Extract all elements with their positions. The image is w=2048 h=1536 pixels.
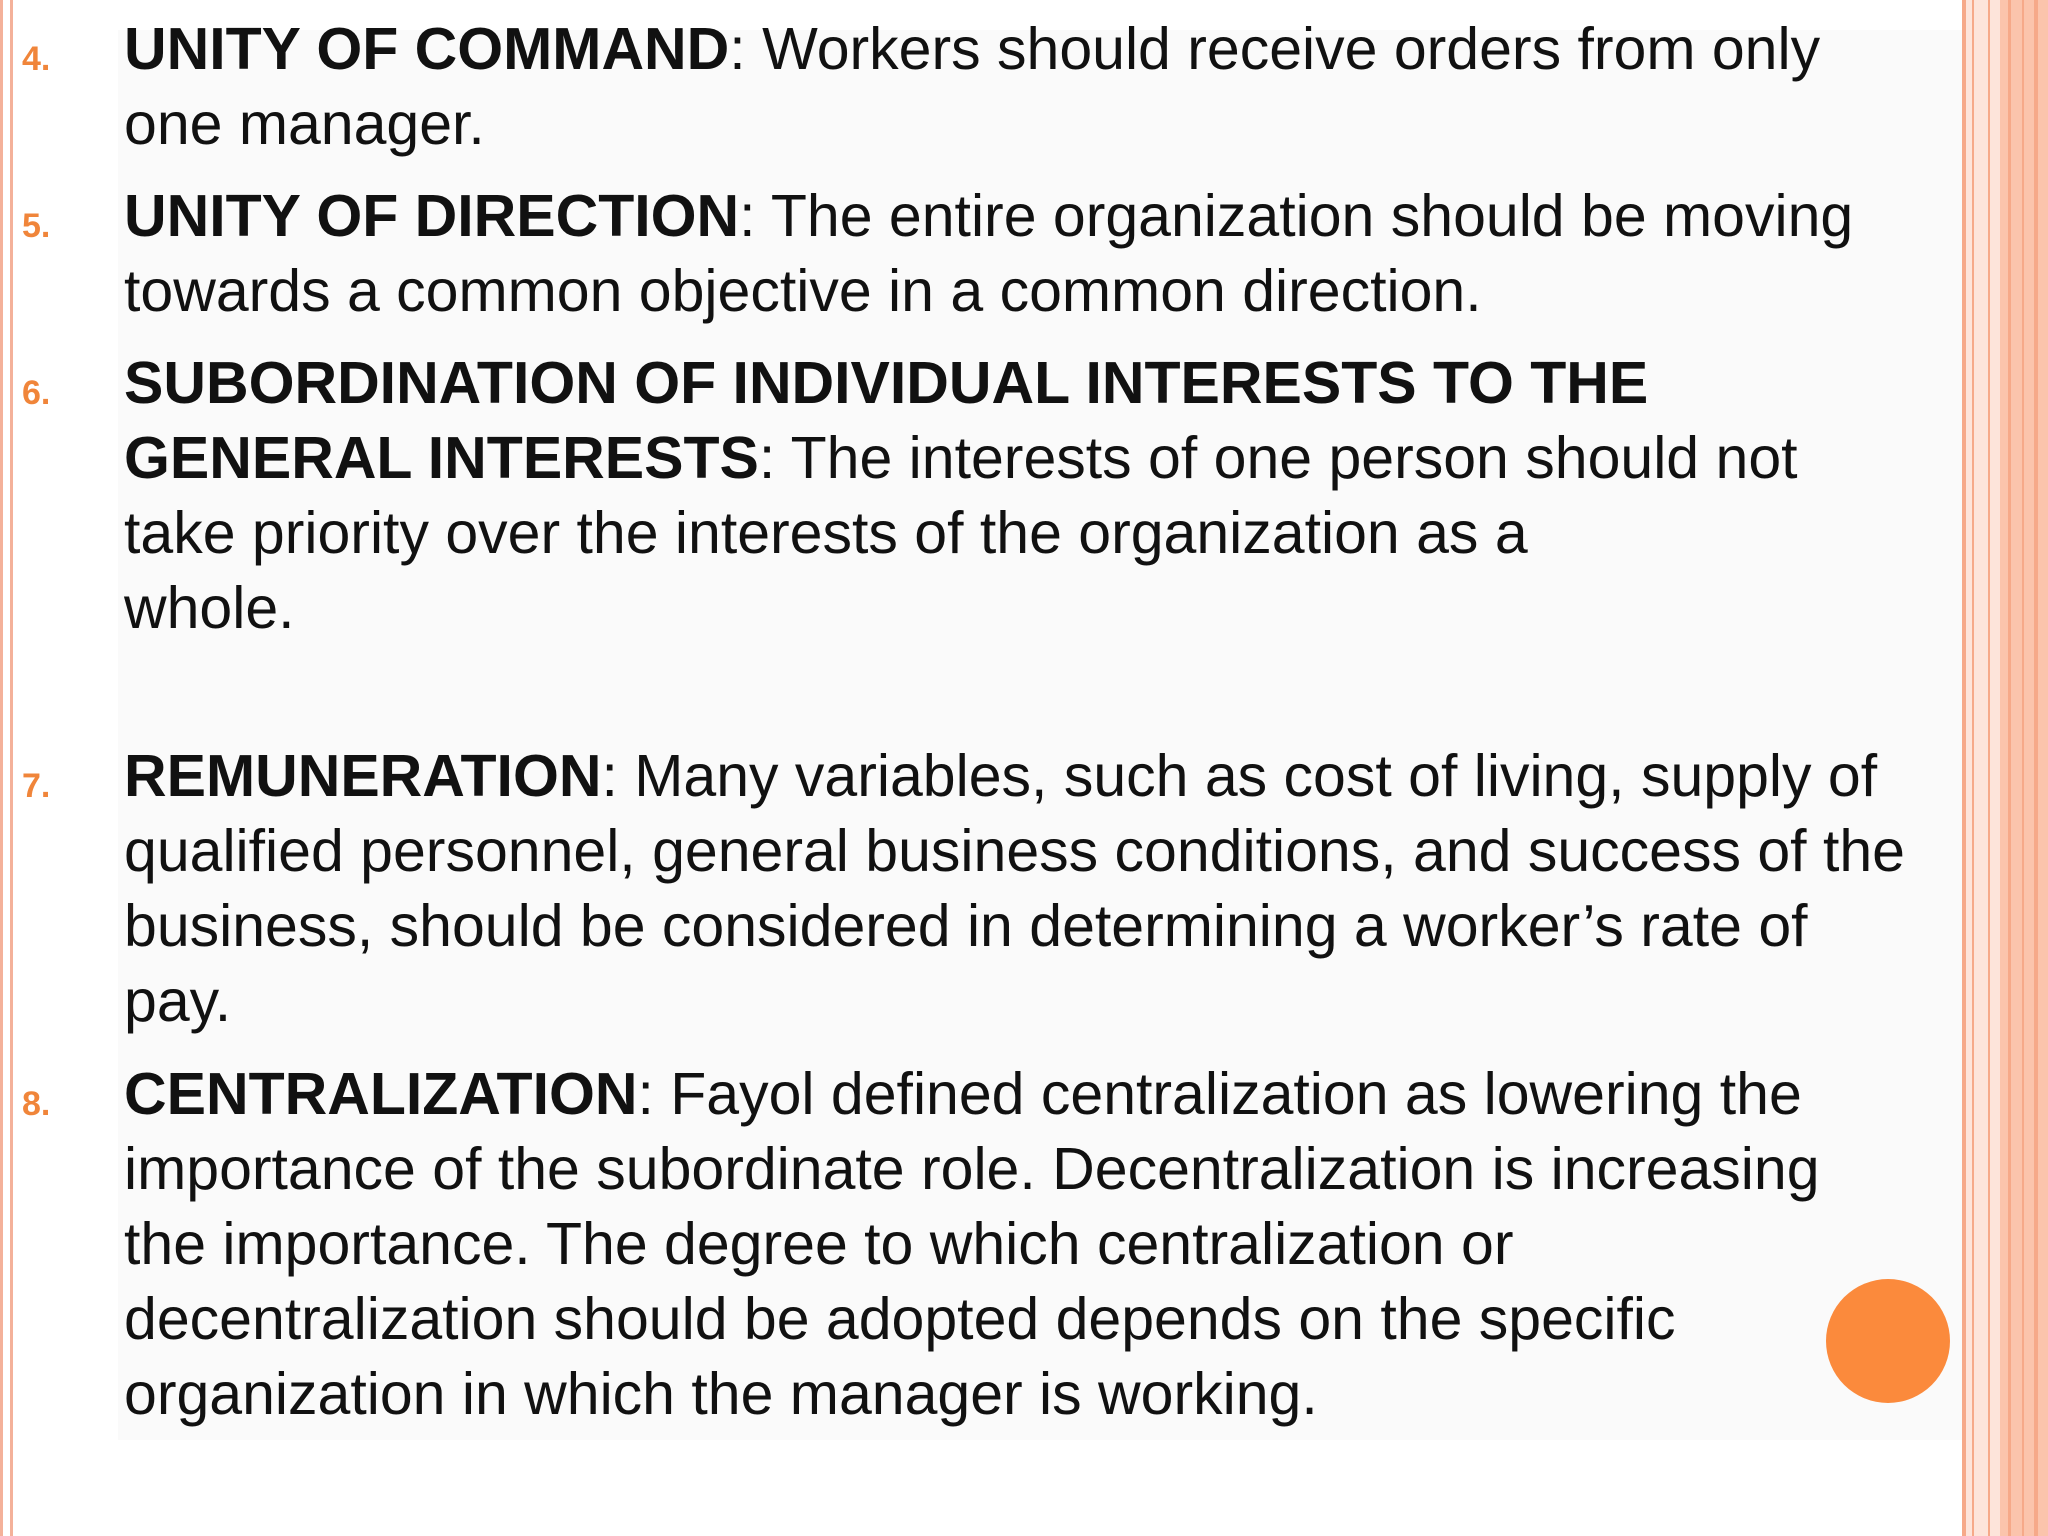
item-number: 6. xyxy=(22,374,51,412)
left-border-stripe xyxy=(0,0,3,1536)
item-number: 8. xyxy=(22,1085,51,1123)
orange-circle-decoration xyxy=(1826,1279,1950,1403)
item-text: UNITY OF COMMAND: Workers should receive orders from only one manager. xyxy=(124,16,1821,157)
item-term: REMUNERATION xyxy=(124,743,602,809)
item-term: CENTRALIZATION xyxy=(124,1061,638,1127)
item-term: UNITY OF DIRECTION xyxy=(124,183,740,249)
item-text: UNITY OF DIRECTION: The entire organization should be moving towards a common objective in a common direction. xyxy=(124,183,1854,324)
item-term: SUBORDINATION OF INDIVIDUAL INTERESTS TO THE xyxy=(124,350,1649,416)
item-term: UNITY OF COMMAND xyxy=(124,16,730,82)
item-number: 7. xyxy=(22,767,51,805)
item-text: SUBORDINATION OF INDIVIDUAL INTERESTS TO THE GENERAL INTERESTS: The interests of one person should not take priority over the interests of the organization as a whole. xyxy=(124,350,1798,641)
item-term-continued: GENERAL INTERESTS xyxy=(124,425,759,491)
item-number: 4. xyxy=(22,40,51,78)
item-text: CENTRALIZATION: Fayol defined centralization as lowering the importance of the subordinate role. Decentralization is increasing the importance. The degree to which centralization or decentralization should be adopted depends on the specific organization in which the manager is working. xyxy=(124,1061,1820,1427)
left-border-stripe-inner xyxy=(10,0,13,1536)
item-text: REMUNERATION: Many variables, such as cost of living, supply of qualified personnel, general business conditions, and success of the business, should be considered in determining a worker’s rate of pay. xyxy=(124,743,1905,1034)
item-number: 5. xyxy=(22,207,51,245)
